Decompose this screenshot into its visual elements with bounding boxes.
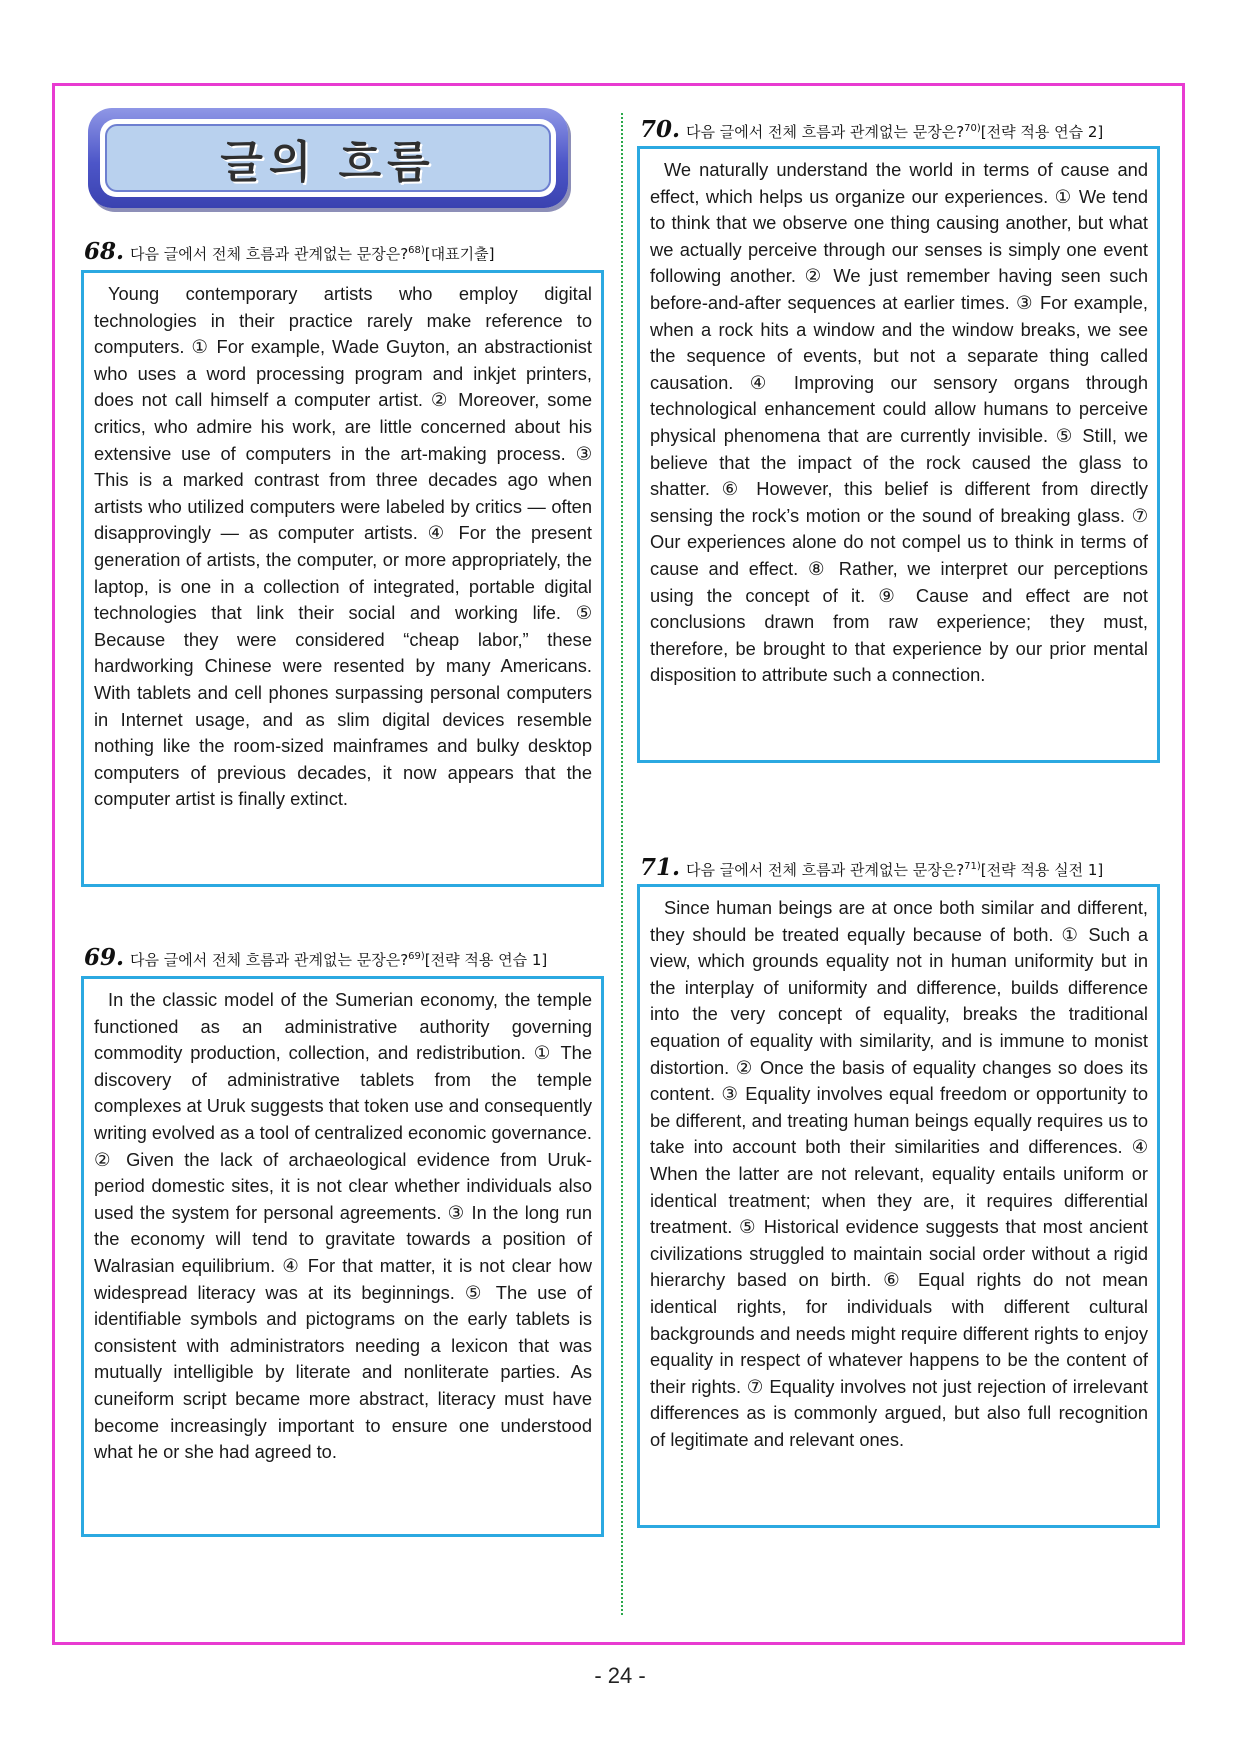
question-note: 70) bbox=[964, 123, 981, 134]
question-note: 68) bbox=[408, 245, 425, 256]
banner-inner bbox=[100, 119, 556, 197]
question-71-header bbox=[640, 854, 1103, 881]
question-71-passage: Since human beings are at once both similar and different, they should be treated equally because of both. ① Such a view, which grounds equality not in human uniformity but in the interplay of uniformity and difference, builds difference into the very concept of equality, breaks the traditional equation of equality with similarity, and is immune to monist distortion. ② Once the basis of equality changes so does its content. ③ Equality involves equal freedom or opportunity to be different, and treating human beings equally requires us to take into account both their similarities and differences. ④ When the latter are not relevant, equality entails uniform or identical treatment; when they are, it requires differential treatment. ⑤ Historical evidence suggests that most ancient civilizations struggled to maintain social order without a rigid hierarchy based on birth. ⑥ Equal rights do not mean identical rights, for individuals with different cultural backgrounds and needs might require different rights to enjoy equality in respect of whatever happens to be the content of their rights. ⑦ Equality involves not just rejection of irrelevant differences as is commonly argued, but also full recognition of legitimate and relevant ones. bbox=[650, 897, 1148, 1450]
question-tag: [전략 적용 실전 1] bbox=[980, 861, 1104, 879]
section-banner bbox=[88, 108, 568, 208]
question-tag: [전략 적용 연습 1] bbox=[424, 951, 548, 969]
page-number: - 24 - bbox=[594, 1663, 646, 1688]
question-68-passage-box bbox=[81, 270, 604, 887]
question-prompt: 다음 글에서 전체 흐름과 관계없는 문장은? bbox=[130, 951, 409, 969]
section-title: 글의 흐름 bbox=[220, 137, 436, 188]
question-note: 71) bbox=[964, 861, 981, 872]
question-69-header bbox=[84, 944, 547, 971]
question-number: 69. bbox=[84, 944, 125, 971]
question-number: 70. bbox=[640, 116, 681, 143]
question-prompt: 다음 글에서 전체 흐름과 관계없는 문장은? bbox=[686, 861, 965, 879]
banner-core bbox=[105, 124, 551, 192]
question-prompt: 다음 글에서 전체 흐름과 관계없는 문장은? bbox=[130, 245, 409, 263]
question-prompt: 다음 글에서 전체 흐름과 관계없는 문장은? bbox=[686, 123, 965, 141]
question-tag: [전략 적용 연습 2] bbox=[980, 123, 1104, 141]
question-69-passage: In the classic model of the Sumerian economy, the temple functioned as an administrative authority governing commodity production, collection, and redistribution. ① The discovery of administrative tablets from the temple complexes at Uruk suggests that token use and consequently writing evolved as a tool of centralized economic governance. ② Given the lack of archaeological evidence from Uruk-period domestic sites, it is not clear whether individuals also used the system for personal agreements. ③ In the long run the economy will tend to gravitate towards a position of Walrasian equilibrium. ④ For that matter, it is not clear how widespread literacy was at its beginnings. ⑤ The use of identifiable symbols and pictograms on the early tablets is consistent with administrators needing a lexicon that was mutually intelligible by literate and nonliterate parties. As cuneiform script became more abstract, literacy must have become increasingly important to ensure one understood what he or she had agreed to. bbox=[94, 989, 592, 1463]
question-note: 69) bbox=[408, 951, 425, 962]
question-number: 71. bbox=[640, 854, 681, 881]
question-number: 68. bbox=[84, 238, 125, 265]
question-70-passage: We naturally understand the world in terms of cause and effect, which helps us organize our experiences. ① We tend to think that we observe one thing causing another, but what we actually perceive through our senses is simply one event following another. ② We just remember having seen such before-and-after sequences at earlier times. ③ For example, when a rock hits a window and the window breaks, we see the sequence of events, but not a separate thing called causation. ④ Improving our sensory organs through technological enhancement could allow humans to perceive physical phenomena that are currently invisible. ⑤ Still, we believe that the impact of the rock caused the glass to shatter. ⑥ However, this belief is different from directly sensing the rock’s motion or the sound of breaking glass. ⑦ Our experiences alone do not compel us to think in terms of cause and effect. ⑧ Rather, we interpret our perceptions using the concept of it. ⑨ Cause and effect are not conclusions drawn from raw experience; they must, therefore, be brought to that experience by our prior mental disposition to attribute such a connection. bbox=[650, 159, 1148, 686]
question-69-passage-box bbox=[81, 976, 604, 1537]
question-70-passage-box bbox=[637, 146, 1160, 763]
question-71-passage-box bbox=[637, 884, 1160, 1528]
question-70-header bbox=[640, 116, 1103, 143]
column-divider bbox=[621, 113, 623, 1615]
question-68-passage: Young contemporary artists who employ digital technologies in their practice rarely make reference to computers. ① For example, Wade Guyton, an abstractionist who uses a word processing program and inkjet printers, does not call himself a computer artist. ② Moreover, some critics, who admire his work, are little concerned about his extensive use of computers in the art-making process. ③ This is a marked contrast from three decades ago when artists who utilized computers were labeled by critics — often disapprovingly — as computer artists. ④ For the present generation of artists, the computer, or more appropriately, the laptop, is one in a collection of integrated, portable digital technologies that link their social and working life. ⑤ Because they were considered “cheap labor,” these hardworking Chinese were resented by many Americans. With tablets and cell phones surpassing personal computers in Internet usage, and as slim digital devices resemble nothing like the room-sized mainframes and bulky desktop computers of previous decades, it now appears that the computer artist is finally extinct. bbox=[94, 283, 592, 810]
question-tag: [대표기출] bbox=[424, 245, 495, 263]
question-68-header bbox=[84, 238, 494, 265]
